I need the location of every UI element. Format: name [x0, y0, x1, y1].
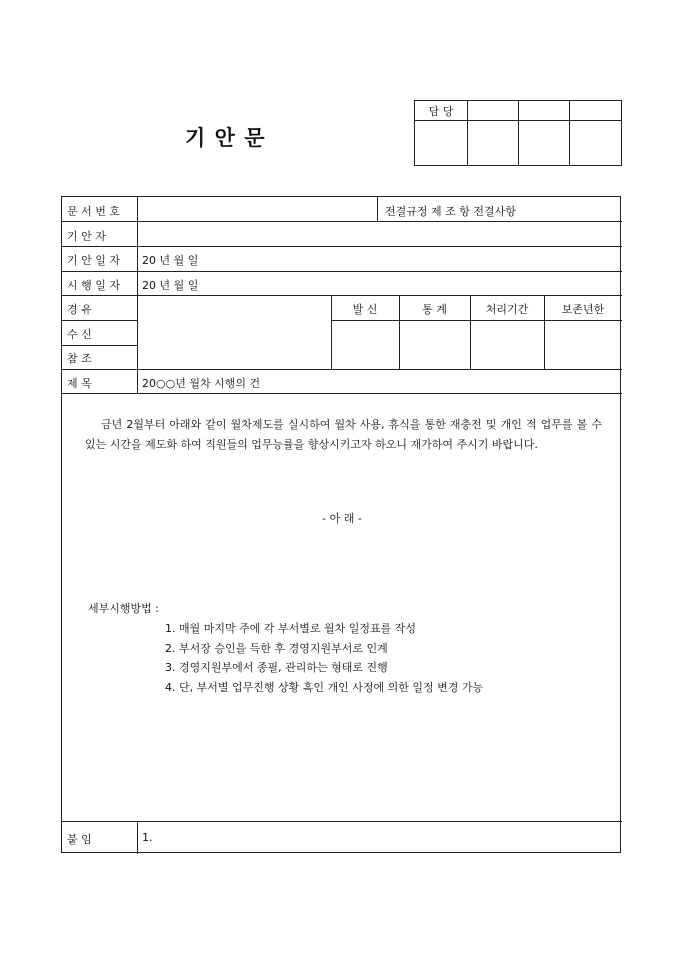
attachment-label: 붙 임	[67, 833, 92, 846]
draft-date-value[interactable]: 20 년 월 일	[142, 254, 199, 267]
approval-sign-cell[interactable]	[415, 121, 468, 166]
draft-form	[61, 196, 621, 853]
column-sender: 발 신	[352, 303, 378, 316]
list-item: 4. 단, 부서별 업무진행 상황 혹인 개인 사정에 의한 일정 변경 가능	[165, 680, 484, 694]
exec-date-value[interactable]: 20 년 월 일	[142, 279, 199, 292]
approval-sign-cell[interactable]	[570, 121, 622, 166]
list-item: 1. 매월 마지막 주에 각 부서별로 월차 일정표를 작성	[165, 622, 416, 635]
reference-label: 참 조	[67, 352, 92, 365]
column-stats: 통 계	[422, 303, 447, 316]
via-label: 경 유	[67, 303, 92, 316]
approval-sign-cell[interactable]	[519, 101, 570, 121]
approval-sign-cell[interactable]	[468, 121, 519, 166]
approval-label: 담 당	[415, 101, 468, 121]
doc-number-label: 문 서 번 호	[67, 205, 120, 218]
exec-date-label: 시 행 일 자	[67, 279, 120, 292]
approval-sign-cell[interactable]	[468, 101, 519, 121]
below-note: - 아 래 -	[322, 512, 362, 525]
draft-date-label: 기 안 일 자	[67, 254, 120, 267]
column-processing-period: 처리기간	[485, 303, 529, 316]
method-list	[165, 619, 483, 697]
list-item: 2. 부서장 승인을 득한 후 경영지원부서로 인계	[165, 641, 388, 655]
approval-box	[414, 100, 622, 166]
approval-sign-cell[interactable]	[570, 101, 622, 121]
subject-value[interactable]: 20○○년 월차 시행의 건	[142, 377, 261, 390]
list-item: 3. 경영지원부에서 종필, 관리하는 형태로 진행	[165, 661, 388, 674]
drafter-label: 기 안 자	[67, 230, 106, 243]
column-retention-period: 보존년한	[561, 303, 605, 316]
subject-label: 제 목	[67, 377, 92, 390]
document-title: 기 안 문	[185, 126, 266, 150]
body-paragraph: 금년 2월부터 아래와 같이 월차제도를 실시하여 월차 사용, 휴식을 통한 재충전 및 개인 적 업무를 볼 수 있는 시간을 제도화 하여 직원들의 업무능률을 향상시키고자 하오니 재가하여 주시기 바랍니다.	[85, 418, 602, 451]
method-label: 세부시행방법 :	[88, 602, 159, 615]
approval-sign-cell[interactable]	[519, 121, 570, 166]
recipient-label: 수 신	[67, 328, 92, 341]
attachment-value[interactable]: 1.	[142, 831, 153, 844]
approval-rule: 전결규정 제 조 항 전결사항	[385, 205, 516, 218]
